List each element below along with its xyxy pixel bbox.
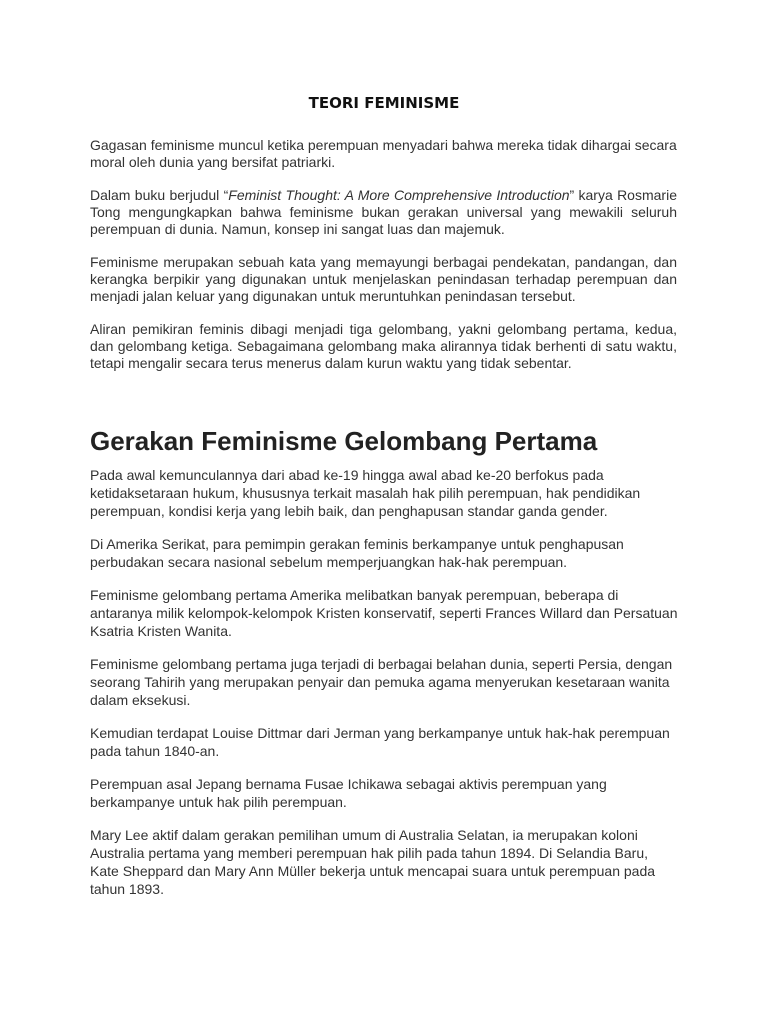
book-title: Feminist Thought: A More Comprehensive Introduction	[228, 187, 570, 203]
intro-paragraph-2-rest: ” karya Rosmarie Tong mengungkapkan bahwa feminisme bukan gerakan universal yang mewakili seluruh perempuan di dunia. Namun, konsep ini sangat luas dan majemuk.	[90, 187, 677, 237]
first-wave-paragraph-2: Di Amerika Serikat, para pemimpin gerakan feminis berkampanye untuk penghapusan perbudakan secara nasional sebelum memperjuangkan hak-hak perempuan.	[90, 536, 624, 570]
intro-paragraph-1: Gagasan feminisme muncul ketika perempuan menyadari bahwa mereka tidak dihargai secara moral oleh dunia yang bersifat patriarki.	[90, 137, 677, 170]
first-wave-paragraph-1: Pada awal kemunculannya dari abad ke-19 hingga awal abad ke-20 berfokus pada ketidaksetaraan hukum, khususnya terkait masalah hak pilih perempuan, hak pendidikan perempuan, kondisi kerja yang lebih baik, dan penghapusan standar ganda gender.	[90, 467, 641, 519]
intro-paragraph-2	[90, 187, 677, 238]
first-wave-paragraph-3: Feminisme gelombang pertama Amerika melibatkan banyak perempuan, beberapa di antaranya milik kelompok-kelompok Kristen konservatif, seperti Frances Willard dan Persatuan Ksatria Kristen Wanita.	[90, 587, 678, 639]
first-wave-paragraph-5: Kemudian terdapat Louise Dittmar dari Jerman yang berkampanye untuk hak-hak perempuan pada tahun 1840-an.	[90, 725, 670, 759]
first-wave-paragraph-6: Perempuan asal Jepang bernama Fusae Ichikawa sebagai aktivis perempuan yang berkampanye untuk hak pilih perempuan.	[90, 776, 607, 810]
first-wave-paragraph-7: Mary Lee aktif dalam gerakan pemilihan umum di Australia Selatan, ia merupakan koloni Australia pertama yang memberi perempuan hak pilih pada tahun 1894. Di Selandia Baru, Kate Sheppard dan Mary Ann Müller bekerja untuk mencapai suara untuk perempuan pada tahun 1893.	[90, 827, 656, 897]
intro-paragraph-4: Aliran pemikiran feminis dibagi menjadi tiga gelombang, yakni gelombang pertama, kedua, dan gelombang ketiga. Sebagaimana gelombang maka alirannya tidak berhenti di satu waktu, tetapi mengalir secara terus menerus dalam kurun waktu yang tidak sebentar.	[90, 321, 677, 371]
intro-paragraph-3: Feminisme merupakan sebuah kata yang memayungi berbagai pendekatan, pandangan, dan kerangka berpikir yang digunakan untuk menjelaskan penindasan terhadap perempuan dan menjadi jalan keluar yang digunakan untuk meruntuhkan penindasan tersebut.	[90, 254, 677, 304]
intro-section	[90, 137, 677, 388]
first-wave-section	[90, 466, 680, 913]
first-wave-paragraph-4: Feminisme gelombang pertama juga terjadi di berbagai belahan dunia, seperti Persia, dengan seorang Tahirih yang merupakan penyair dan pemuka agama menyerukan kesetaraan wanita dalam eksekusi.	[90, 656, 673, 708]
section-heading-first-wave: Gerakan Feminisme Gelombang Pertama	[90, 426, 598, 456]
intro-paragraph-2-lead: Dalam buku berjudul “	[90, 187, 229, 203]
document-title: TEORI FEMINISME	[308, 94, 460, 112]
